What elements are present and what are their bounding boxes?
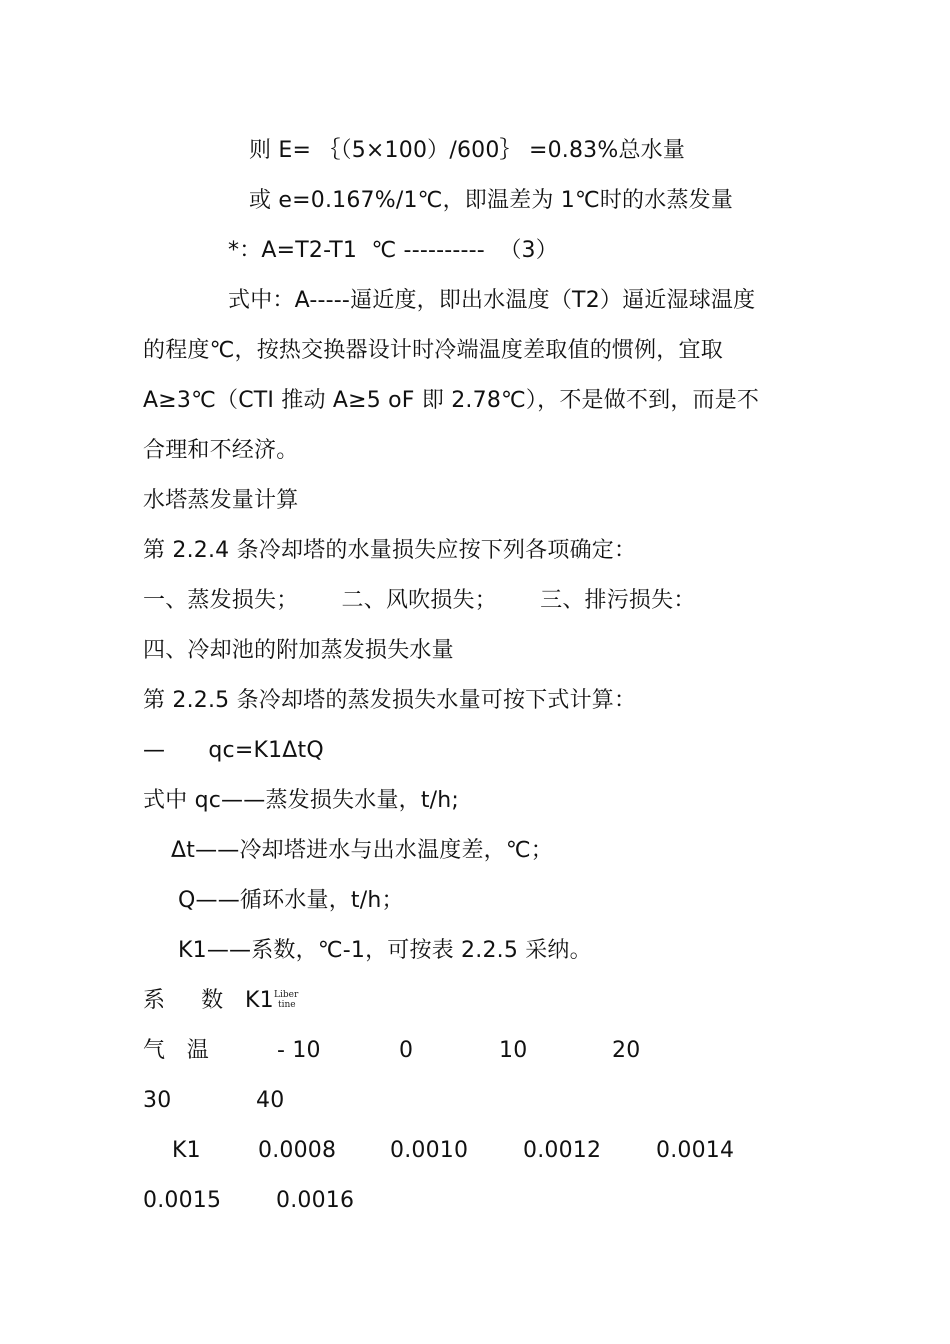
definition-qc: 式中 qc——蒸发损失水量，t/h;: [143, 788, 460, 813]
definition-k1: K1——系数，℃-1，可按表 2.2.5 采纳。: [178, 938, 592, 963]
paragraph-line: 式中：A-----逼近度，即出水温度（T2）逼近湿球温度: [228, 288, 756, 313]
k1-value: 0.0015: [143, 1188, 222, 1213]
k1-value: 0.0014: [656, 1138, 735, 1163]
formula-line-e-rate: 或 e=0.167%/1℃，即温差为 1℃时的水蒸发量: [249, 188, 734, 213]
loss-items-line: 一、蒸发损失； 二、风吹损失； 三、排污损失：: [143, 588, 696, 613]
paragraph-line: 合理和不经济。: [143, 438, 299, 463]
evaporation-formula: — qc=K1ΔtQ: [143, 738, 324, 763]
formula-line-a: *：A=T2-T1 ℃ ---------- （3）: [228, 238, 558, 263]
temp-row-label: 气 温: [143, 1038, 209, 1063]
formula-line-e: 则 E= ｛（5×100）/600｝ =0.83%总水量: [249, 138, 686, 163]
k1-value: 0.0016: [276, 1188, 355, 1213]
watermark-sup-bottom: tine: [278, 1000, 296, 1010]
k1-row-label: K1: [172, 1138, 201, 1163]
temp-value: 10: [499, 1038, 528, 1063]
temp-value: 0: [399, 1038, 414, 1063]
k1-value: 0.0010: [390, 1138, 469, 1163]
temp-value: 30: [143, 1088, 172, 1113]
temp-value: 20: [612, 1038, 641, 1063]
definition-delta-t: Δt——冷却塔进水与出水温度差，℃；: [171, 838, 553, 863]
section-heading: 水塔蒸发量计算: [143, 488, 299, 513]
clause-2-2-5: 第 2.2.5 条冷却塔的蒸发损失水量可按下式计算：: [143, 688, 637, 713]
temp-value: 40: [256, 1088, 285, 1113]
k1-table-title: 系 数 K1: [143, 988, 274, 1013]
definition-q: Q——循环水量，t/h；: [178, 888, 404, 913]
k1-value: 0.0012: [523, 1138, 602, 1163]
clause-2-2-4: 第 2.2.4 条冷却塔的水量损失应按下列各项确定：: [143, 538, 637, 563]
paragraph-line: 的程度℃，按热交换器设计时冷端温度差取值的惯例，宜取: [143, 338, 723, 363]
watermark-sup-top: Liber: [274, 990, 299, 1000]
k1-value: 0.0008: [258, 1138, 337, 1163]
loss-item-four: 四、冷却池的附加蒸发损失水量: [143, 638, 454, 663]
temp-value: - 10: [277, 1038, 321, 1063]
paragraph-line: A≥3℃（CTI 推动 A≥5 oF 即 2.78℃），不是做不到，而是不: [143, 388, 760, 413]
